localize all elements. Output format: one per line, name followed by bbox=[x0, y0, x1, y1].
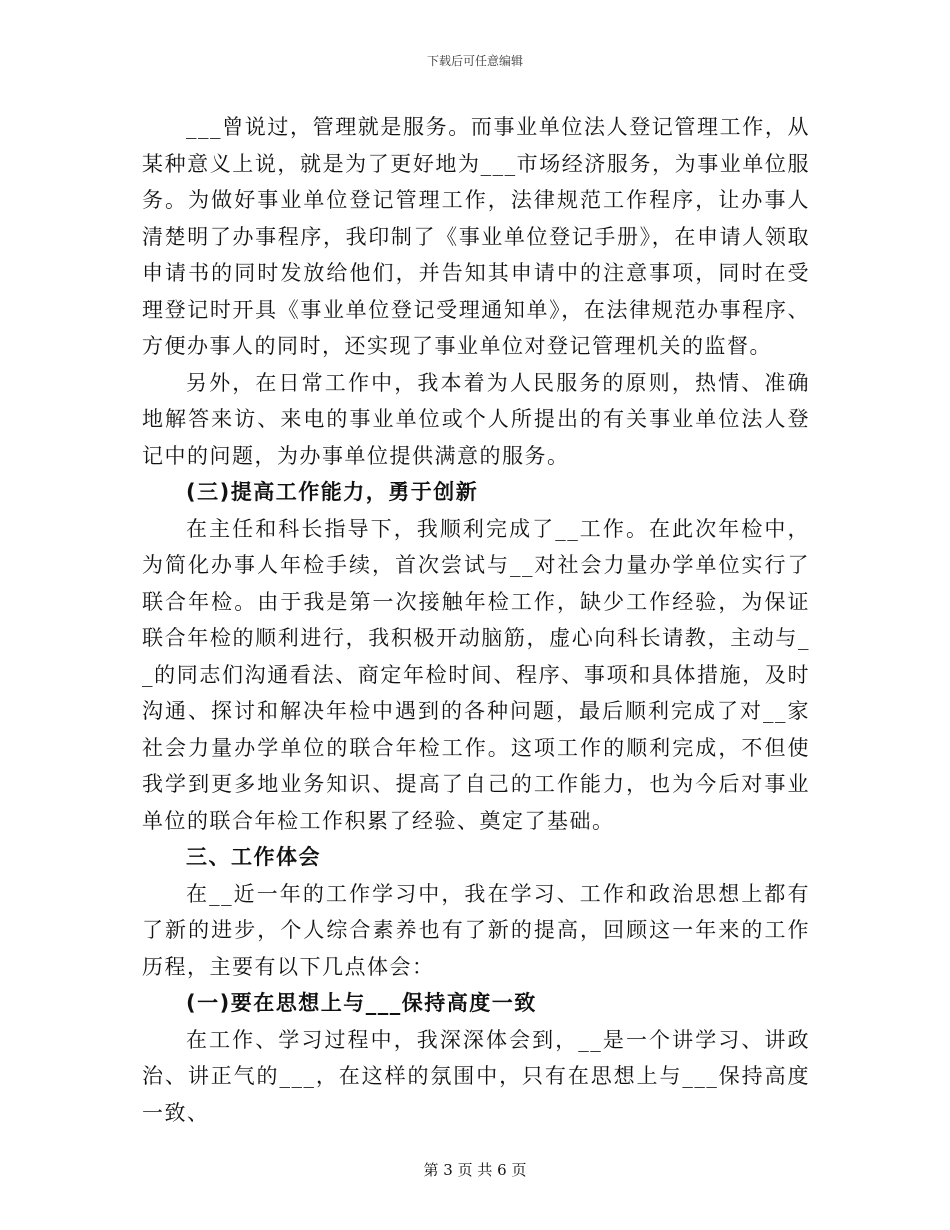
paragraph-annual-inspection: 在主任和科长指导下，我顺利完成了__工作。在此次年检中，为简化办事人年检手续，首次尝试与__对社会力量办学单位实行了联合年检。由于我是第一次接触年检工作，缺少工作经验，为保证联合年检的顺利进行，我积极开动脑筋，虚心向科长请教，主动与__的同志们沟通看法、商定年检时间、程序、事项和具体措施，及时沟通、探讨和解决年检中遇到的各种问题，最后顺利完成了对__家社会力量办学单位的联合年检工作。这项工作的顺利完成，不但使我学到更多地业务知识、提高了自己的工作能力，也为今后对事业单位的联合年检工作积累了经验、奠定了基础。 bbox=[142, 516, 810, 833]
paragraph-service: ___曾说过，管理就是服务。而事业单位法人登记管理工作，从某种意义上说，就是为了更好地为___市场经济服务，为事业单位服务。为做好事业单位登记管理工作，法律规范工作程序，让办事人清楚明了办事程序，我印制了《事业单位登记手册》，在申请人领取申请书的同时发放给他们，并告知其申请中的注意事项，同时在受理登记时开具《事业单位登记受理通知单》，在法律规范办事程序、方便办事人的同时，还实现了事业单位对登记管理机关的监督。 bbox=[142, 115, 810, 358]
section-heading-consistency: (一)要在思想上与___保持高度一致 bbox=[186, 991, 537, 1015]
document-body bbox=[142, 109, 810, 1131]
page-header: 下载后可任意编辑 bbox=[426, 54, 523, 68]
paragraph-review: 在__近一年的工作学习中，我在学习、工作和政治思想上都有了新的进步，个人综合素养也有了新的提高，回顾这一年来的工作历程，主要有以下几点体会： bbox=[142, 881, 810, 979]
paragraph-daily-work: 另外，在日常工作中，我本着为人民服务的原则，热情、准确地解答来访、来电的事业单位或个人所提出的有关事业单位法人登记中的问题，为办事单位提供满意的服务。 bbox=[142, 370, 810, 468]
page-number: 第 3 页 共 6 页 bbox=[423, 1161, 527, 1179]
section-heading-experience: 三、工作体会 bbox=[186, 845, 321, 869]
section-heading-innovation: (三)提高工作能力，勇于创新 bbox=[186, 480, 479, 504]
paragraph-consistency: 在工作、学习过程中，我深深体会到，__是一个讲学习、讲政治、讲正气的___，在这样的氛围中，只有在思想上与___保持高度一致、 bbox=[142, 1027, 810, 1125]
